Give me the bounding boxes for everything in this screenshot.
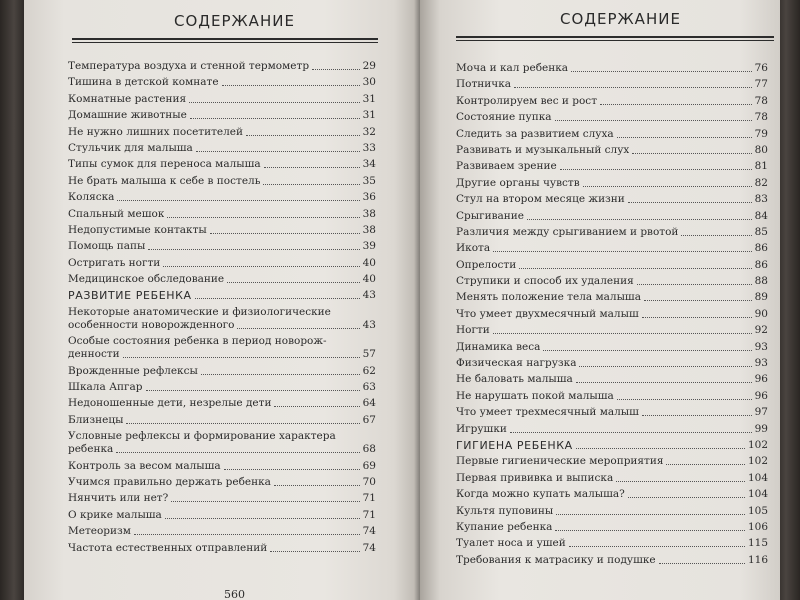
toc-section-heading bbox=[68, 289, 376, 302]
toc-entry-page: 96 bbox=[754, 389, 768, 402]
toc-entry-page: 39 bbox=[362, 240, 376, 253]
toc-entry-title: Динамика веса bbox=[456, 340, 541, 353]
toc-entry-page: 71 bbox=[362, 508, 376, 521]
right-page bbox=[420, 0, 780, 600]
toc-entry bbox=[456, 357, 768, 370]
toc-entry bbox=[68, 109, 376, 122]
toc-entry-title: Типы сумок для переноса малыша bbox=[68, 158, 261, 171]
left-toc-list bbox=[68, 60, 376, 558]
toc-leader-dots bbox=[556, 514, 745, 515]
toc-entry bbox=[456, 406, 768, 419]
toc-entry-title: Различия между срыгиванием и рвотой bbox=[456, 225, 679, 238]
toc-entry bbox=[68, 208, 376, 221]
toc-entry-page: 76 bbox=[754, 62, 768, 74]
toc-entry bbox=[68, 525, 376, 538]
toc-leader-dots bbox=[555, 530, 745, 531]
toc-entry-page: 104 bbox=[747, 471, 768, 484]
toc-leader-dots bbox=[527, 219, 752, 220]
toc-entry-title: Температура воздуха и стенной термометр bbox=[68, 60, 310, 72]
toc-entry bbox=[68, 257, 376, 270]
toc-entry-page: 80 bbox=[754, 143, 768, 156]
toc-leader-dots bbox=[171, 501, 359, 502]
toc-leader-dots bbox=[617, 399, 752, 400]
toc-leader-dots bbox=[274, 406, 359, 407]
toc-entry-page: 86 bbox=[754, 258, 768, 271]
toc-entry-title: Помощь папы bbox=[68, 240, 146, 253]
toc-entry-title: Купание ребенка bbox=[456, 520, 553, 533]
toc-entry bbox=[456, 128, 768, 141]
toc-leader-dots bbox=[190, 118, 360, 119]
toc-leader-dots bbox=[227, 282, 360, 283]
toc-entry-page: 36 bbox=[362, 191, 376, 204]
toc-entry bbox=[68, 306, 376, 332]
toc-entry-page: 68 bbox=[362, 443, 376, 456]
toc-leader-dots bbox=[201, 374, 360, 375]
toc-entry-page: 115 bbox=[747, 537, 768, 550]
toc-leader-dots bbox=[642, 415, 752, 416]
toc-entry-title: Близнецы bbox=[68, 413, 124, 426]
toc-entry-title: Комнатные растения bbox=[68, 92, 187, 105]
toc-entry-title: Требования к матрасику и подушке bbox=[456, 553, 656, 566]
toc-entry-page: 93 bbox=[754, 357, 768, 370]
toc-entry bbox=[68, 335, 376, 361]
toc-leader-dots bbox=[148, 249, 359, 250]
toc-leader-dots bbox=[666, 464, 744, 465]
toc-entry bbox=[456, 193, 768, 206]
toc-entry-page: 90 bbox=[754, 307, 768, 320]
toc-leader-dots bbox=[165, 518, 360, 519]
toc-entry-page: 32 bbox=[362, 125, 376, 138]
toc-leader-dots bbox=[224, 469, 360, 470]
toc-leader-dots bbox=[681, 235, 751, 236]
toc-entry-title: Нянчить или нет? bbox=[68, 492, 169, 505]
toc-leader-dots bbox=[616, 481, 745, 482]
toc-entry bbox=[456, 275, 768, 288]
toc-entry-page: 93 bbox=[754, 340, 768, 353]
toc-entry-page: 74 bbox=[362, 525, 376, 538]
toc-entry-title: Недоношенные дети, незрелые дети bbox=[68, 397, 272, 410]
toc-entry-title: особенности новорожденного bbox=[68, 318, 235, 331]
toc-entry-title-line: Условные рефлексы и формирование характера bbox=[68, 430, 336, 443]
toc-entry-page: 102 bbox=[747, 438, 768, 451]
toc-entry-title: Икота bbox=[456, 242, 491, 255]
toc-entry-title: О крике малыша bbox=[68, 508, 162, 521]
toc-entry bbox=[68, 414, 376, 427]
toc-entry-title: Не баловать малыша bbox=[456, 373, 573, 386]
toc-entry bbox=[456, 62, 768, 75]
toc-entry-page: 97 bbox=[754, 406, 768, 419]
toc-entry-page: 89 bbox=[754, 291, 768, 304]
toc-leader-dots bbox=[246, 135, 360, 136]
toc-entry-title-line: Особые состояния ребенка в период новорож- bbox=[68, 335, 327, 348]
toc-entry bbox=[456, 308, 768, 321]
toc-entry-page: 71 bbox=[362, 492, 376, 505]
toc-leader-dots bbox=[543, 350, 751, 351]
toc-entry bbox=[68, 492, 376, 505]
toc-entry-page: 104 bbox=[747, 488, 768, 501]
toc-entry-title: Шкала Апгар bbox=[68, 381, 143, 394]
toc-leader-dots bbox=[263, 184, 359, 185]
toc-entry-page: 64 bbox=[362, 397, 376, 410]
toc-entry-page: 102 bbox=[747, 455, 768, 468]
toc-entry-title: Частота естественных отправлений bbox=[68, 541, 268, 554]
toc-entry-page: 78 bbox=[754, 94, 768, 107]
toc-leader-dots bbox=[510, 432, 752, 433]
toc-entry-page: 96 bbox=[754, 373, 768, 386]
toc-leader-dots bbox=[628, 497, 745, 498]
toc-entry-title: Не нужно лишних посетителей bbox=[68, 125, 244, 138]
toc-leader-dots bbox=[644, 300, 752, 301]
toc-entry-page: 31 bbox=[362, 109, 376, 122]
toc-leader-dots bbox=[163, 266, 359, 267]
toc-entry bbox=[68, 240, 376, 253]
toc-entry bbox=[456, 455, 768, 468]
toc-entry-title: Учимся правильно держать ребенка bbox=[68, 475, 271, 488]
toc-entry bbox=[456, 95, 768, 108]
toc-leader-dots bbox=[659, 563, 745, 564]
toc-entry bbox=[456, 210, 768, 223]
toc-entry bbox=[68, 158, 376, 171]
toc-entry-page: 69 bbox=[362, 459, 376, 472]
toc-entry-title: Когда можно купать малыша? bbox=[456, 488, 625, 501]
toc-entry bbox=[68, 224, 376, 237]
right-header-rule bbox=[456, 36, 774, 41]
toc-entry-page: 79 bbox=[754, 127, 768, 140]
toc-entry bbox=[456, 521, 768, 534]
toc-leader-dots bbox=[196, 151, 360, 152]
toc-entry-title: Стульчик для малыша bbox=[68, 141, 193, 154]
toc-entry bbox=[456, 144, 768, 157]
toc-entry bbox=[68, 126, 376, 139]
toc-entry-title: Физическая нагрузка bbox=[456, 357, 577, 370]
right-toc-list bbox=[456, 62, 768, 570]
toc-leader-dots bbox=[493, 333, 752, 334]
toc-entry bbox=[456, 242, 768, 255]
toc-leader-dots bbox=[189, 102, 360, 103]
toc-entry-title-line: Некоторые анатомические и физиологические bbox=[68, 305, 331, 318]
toc-leader-dots bbox=[222, 85, 360, 86]
toc-entry bbox=[456, 472, 768, 485]
toc-entry-title: Моча и кал ребенка bbox=[456, 62, 569, 74]
toc-entry-page: 82 bbox=[754, 176, 768, 189]
toc-entry-title: Развивать и музыкальный слух bbox=[456, 143, 630, 156]
toc-leader-dots bbox=[195, 298, 360, 299]
toc-entry-title: Что умеет трехмесячный малыш bbox=[456, 406, 639, 419]
toc-leader-dots bbox=[514, 87, 752, 88]
toc-entry-page: 86 bbox=[754, 242, 768, 255]
toc-entry-title: Другие органы чувств bbox=[456, 176, 580, 189]
toc-leader-dots bbox=[571, 71, 752, 72]
toc-entry bbox=[456, 259, 768, 272]
toc-entry bbox=[68, 381, 376, 394]
left-page bbox=[24, 0, 420, 600]
toc-entry-page: 81 bbox=[754, 160, 768, 173]
toc-entry bbox=[68, 509, 376, 522]
toc-entry-title: Туалет носа и ушей bbox=[456, 537, 566, 550]
toc-entry-page: 29 bbox=[362, 60, 376, 72]
toc-entry-page: 38 bbox=[362, 207, 376, 220]
toc-entry bbox=[456, 505, 768, 518]
toc-entry-page: 63 bbox=[362, 381, 376, 394]
toc-entry bbox=[68, 191, 376, 204]
toc-entry bbox=[456, 111, 768, 124]
toc-entry bbox=[68, 460, 376, 473]
toc-entry-page: 35 bbox=[362, 174, 376, 187]
toc-entry-title: Контролируем вес и рост bbox=[456, 94, 597, 107]
toc-section-heading bbox=[456, 439, 768, 452]
toc-entry-title: Состояние пупка bbox=[456, 111, 552, 124]
toc-entry-title: Врожденные рефлексы bbox=[68, 364, 198, 377]
toc-entry bbox=[68, 175, 376, 188]
toc-entry-title: Спальный мешок bbox=[68, 207, 165, 220]
toc-leader-dots bbox=[116, 452, 359, 453]
toc-entry-page: 43 bbox=[362, 289, 376, 302]
toc-entry-title: Не нарушать покой малыша bbox=[456, 389, 614, 402]
toc-leader-dots bbox=[560, 169, 752, 170]
toc-entry bbox=[68, 142, 376, 155]
toc-entry bbox=[68, 93, 376, 106]
toc-entry-title: Остригать ногти bbox=[68, 256, 161, 269]
toc-entry bbox=[456, 554, 768, 567]
toc-entry-title: Ногти bbox=[456, 324, 490, 337]
toc-entry-title: Недопустимые контакты bbox=[68, 223, 207, 236]
toc-entry-page: 85 bbox=[754, 225, 768, 238]
toc-entry-page: 67 bbox=[362, 413, 376, 426]
toc-leader-dots bbox=[126, 423, 359, 424]
toc-entry-title: Культя пуповины bbox=[456, 504, 554, 517]
toc-entry bbox=[456, 537, 768, 550]
toc-entry-page: 78 bbox=[754, 111, 768, 124]
toc-entry-page: 99 bbox=[754, 422, 768, 435]
toc-leader-dots bbox=[274, 485, 360, 486]
toc-entry-page: 116 bbox=[747, 553, 768, 566]
toc-leader-dots bbox=[210, 233, 360, 234]
left-header-rule bbox=[72, 38, 378, 43]
toc-leader-dots bbox=[123, 357, 360, 358]
toc-leader-dots bbox=[617, 137, 752, 138]
toc-leader-dots bbox=[264, 167, 360, 168]
toc-entry bbox=[456, 160, 768, 173]
toc-leader-dots bbox=[579, 366, 751, 367]
toc-entry-page: 84 bbox=[754, 209, 768, 222]
toc-entry bbox=[456, 423, 768, 436]
toc-entry-title: Следить за развитием слуха bbox=[456, 127, 614, 140]
toc-leader-dots bbox=[270, 551, 359, 552]
toc-entry bbox=[456, 390, 768, 403]
toc-entry-page: 83 bbox=[754, 193, 768, 206]
toc-entry-title: Развиваем зрение bbox=[456, 160, 557, 173]
toc-entry bbox=[68, 476, 376, 489]
toc-entry-title: Контроль за весом малыша bbox=[68, 459, 221, 472]
toc-entry-page: 88 bbox=[754, 275, 768, 288]
toc-entry-page: 70 bbox=[362, 475, 376, 488]
toc-leader-dots bbox=[167, 217, 359, 218]
toc-leader-dots bbox=[576, 382, 752, 383]
toc-entry bbox=[68, 542, 376, 555]
toc-entry-page: 33 bbox=[362, 141, 376, 154]
toc-entry-title: Менять положение тела малыша bbox=[456, 291, 641, 304]
toc-entry bbox=[68, 430, 376, 456]
toc-entry bbox=[456, 291, 768, 304]
toc-entry-title: Струпики и способ их удаления bbox=[456, 275, 634, 288]
toc-entry bbox=[68, 60, 376, 73]
toc-leader-dots bbox=[600, 104, 752, 105]
toc-entry-page: 62 bbox=[362, 364, 376, 377]
toc-entry-title: Потничка bbox=[456, 78, 512, 91]
toc-entry-title: денности bbox=[68, 348, 120, 361]
toc-entry-page: 34 bbox=[362, 158, 376, 171]
toc-leader-dots bbox=[632, 153, 751, 154]
toc-entry-title: Тишина в детской комнате bbox=[68, 76, 219, 89]
toc-leader-dots bbox=[637, 284, 752, 285]
toc-leader-dots bbox=[555, 120, 752, 121]
toc-entry-page: 74 bbox=[362, 541, 376, 554]
toc-entry-page: 31 bbox=[362, 92, 376, 105]
toc-entry-page: 40 bbox=[362, 256, 376, 269]
toc-entry bbox=[456, 324, 768, 337]
toc-entry-title: Стул на втором месяце жизни bbox=[456, 193, 625, 206]
right-page-header: СОДЕРЖАНИЕ bbox=[560, 10, 681, 28]
toc-entry bbox=[68, 365, 376, 378]
toc-entry bbox=[456, 78, 768, 91]
toc-entry-title: Домашние животные bbox=[68, 109, 187, 122]
toc-leader-dots bbox=[569, 546, 745, 547]
toc-entry-page: 92 bbox=[754, 324, 768, 337]
toc-leader-dots bbox=[237, 328, 359, 329]
left-page-number: 560 bbox=[224, 588, 245, 600]
toc-entry-page: 43 bbox=[362, 318, 376, 331]
toc-entry-title: Что умеет двухмесячный малыш bbox=[456, 307, 639, 320]
toc-entry-title: ребенка bbox=[68, 443, 114, 456]
toc-entry-page: 30 bbox=[362, 76, 376, 89]
toc-entry-title: Опрелости bbox=[456, 258, 517, 271]
toc-entry-title: ГИГИЕНА РЕБЕНКА bbox=[456, 438, 573, 452]
toc-entry-title: Первые гигиенические мероприятия bbox=[456, 455, 664, 468]
toc-leader-dots bbox=[519, 268, 751, 269]
toc-entry-title: Метеоризм bbox=[68, 525, 131, 538]
toc-leader-dots bbox=[134, 534, 360, 535]
left-page-header: СОДЕРЖАНИЕ bbox=[174, 12, 295, 30]
toc-entry bbox=[68, 76, 376, 89]
toc-entry-page: 105 bbox=[747, 504, 768, 517]
toc-entry-title: Первая прививка и выписка bbox=[456, 471, 614, 484]
toc-leader-dots bbox=[146, 390, 360, 391]
toc-entry-page: 57 bbox=[362, 348, 376, 361]
toc-leader-dots bbox=[628, 202, 752, 203]
toc-entry-page: 38 bbox=[362, 223, 376, 236]
toc-leader-dots bbox=[312, 69, 360, 70]
toc-leader-dots bbox=[576, 448, 745, 449]
toc-entry bbox=[456, 341, 768, 354]
toc-entry bbox=[68, 397, 376, 410]
toc-entry bbox=[456, 373, 768, 386]
toc-entry-title: Медицинское обследование bbox=[68, 273, 225, 286]
toc-entry-title: Игрушки bbox=[456, 422, 507, 435]
toc-entry-title: Коляска bbox=[68, 191, 115, 204]
toc-entry bbox=[456, 226, 768, 239]
toc-entry-page: 106 bbox=[747, 520, 768, 533]
toc-leader-dots bbox=[493, 251, 752, 252]
toc-entry bbox=[68, 273, 376, 286]
toc-entry-title: РАЗВИТИЕ РЕБЕНКА bbox=[68, 289, 192, 303]
toc-leader-dots bbox=[583, 186, 752, 187]
toc-entry-title: Не брать малыша к себе в постель bbox=[68, 174, 261, 187]
toc-entry bbox=[456, 488, 768, 501]
toc-entry-title: Срыгивание bbox=[456, 209, 524, 222]
toc-entry bbox=[456, 177, 768, 190]
toc-leader-dots bbox=[117, 200, 359, 201]
toc-entry-page: 77 bbox=[754, 78, 768, 91]
toc-entry-page: 40 bbox=[362, 273, 376, 286]
toc-leader-dots bbox=[642, 317, 752, 318]
